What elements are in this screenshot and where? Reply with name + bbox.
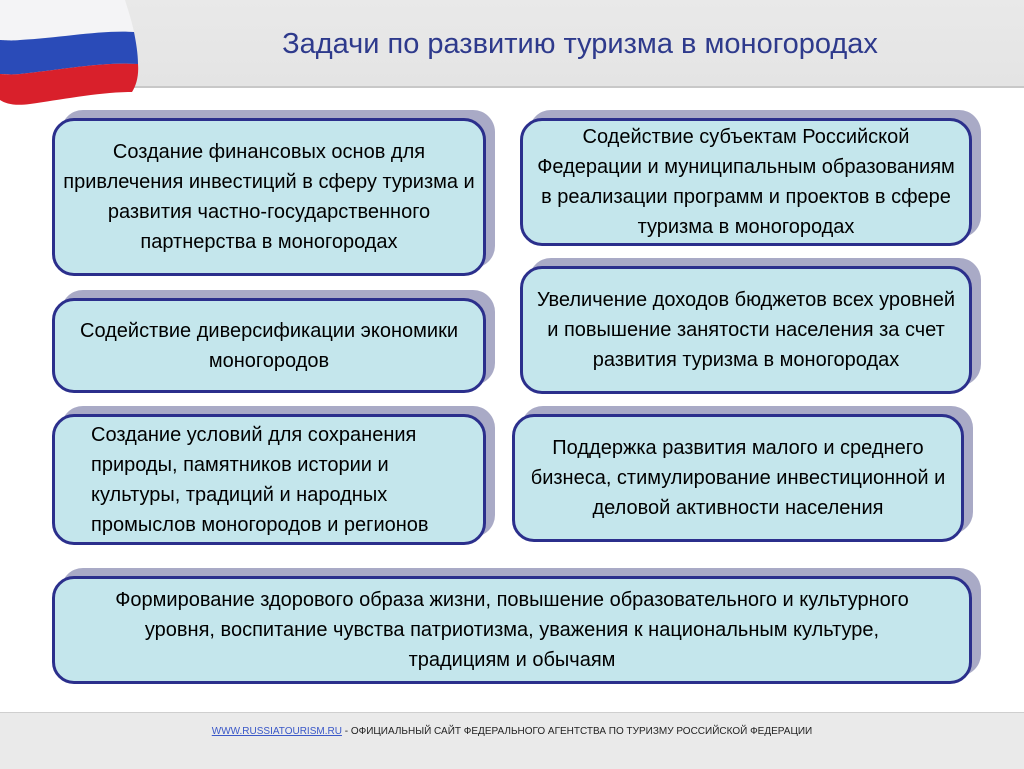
footer-bar [0,712,1024,769]
task-text: Создание финансовых основ для привлечения инвестиций в сферу туризма и развития частно-государственного партнерства в моногородах [63,141,475,253]
task-text: Поддержка развития малого и среднего бизнеса, стимулирование инвестиционной и деловой активности населения [530,437,946,519]
task-card-healthy-lifestyle [52,576,972,684]
page-title: Задачи по развитию туризма в моногородах [282,28,878,60]
task-card-support-subjects [520,118,972,246]
task-text: Создание условий для сохранения природы, памятников истории и культуры, традиций и народных промыслов моногородов и регионов [91,423,429,536]
footer-description: - ОФИЦИАЛЬНЫЙ САЙТ ФЕДЕРАЛЬНОГО АГЕНТСТВА ПО ТУРИЗМУ РОССИЙСКОЙ ФЕДЕРАЦИИ [341,726,813,737]
task-card-diversification [52,298,486,393]
task-card-financial-basis [52,118,486,276]
task-card-small-business [512,414,964,542]
task-text: Содействие диверсификации экономики моногородов [80,319,458,372]
russian-flag-icon [0,0,140,110]
footer-caption [0,726,1024,737]
task-text: Увеличение доходов бюджетов всех уровней и повышение занятости населения за счет развития туризма в моногородах [536,289,956,371]
task-card-budget-income [520,266,972,394]
task-card-nature-preservation [52,414,486,545]
task-text: Содействие субъектам Российской Федерации и муниципальным образованиям в реализации программ и проектов в сфере туризма в моногородах [537,126,955,238]
header-divider [0,86,1024,88]
task-text: Формирование здорового образа жизни, повышение образовательного и культурного уровня, воспитание чувства патриотизма, уважения к национальным культуре, традициям и обычаям [115,589,909,671]
footer-website-link[interactable]: WWW.RUSSIATOURISM.RU [211,726,342,737]
